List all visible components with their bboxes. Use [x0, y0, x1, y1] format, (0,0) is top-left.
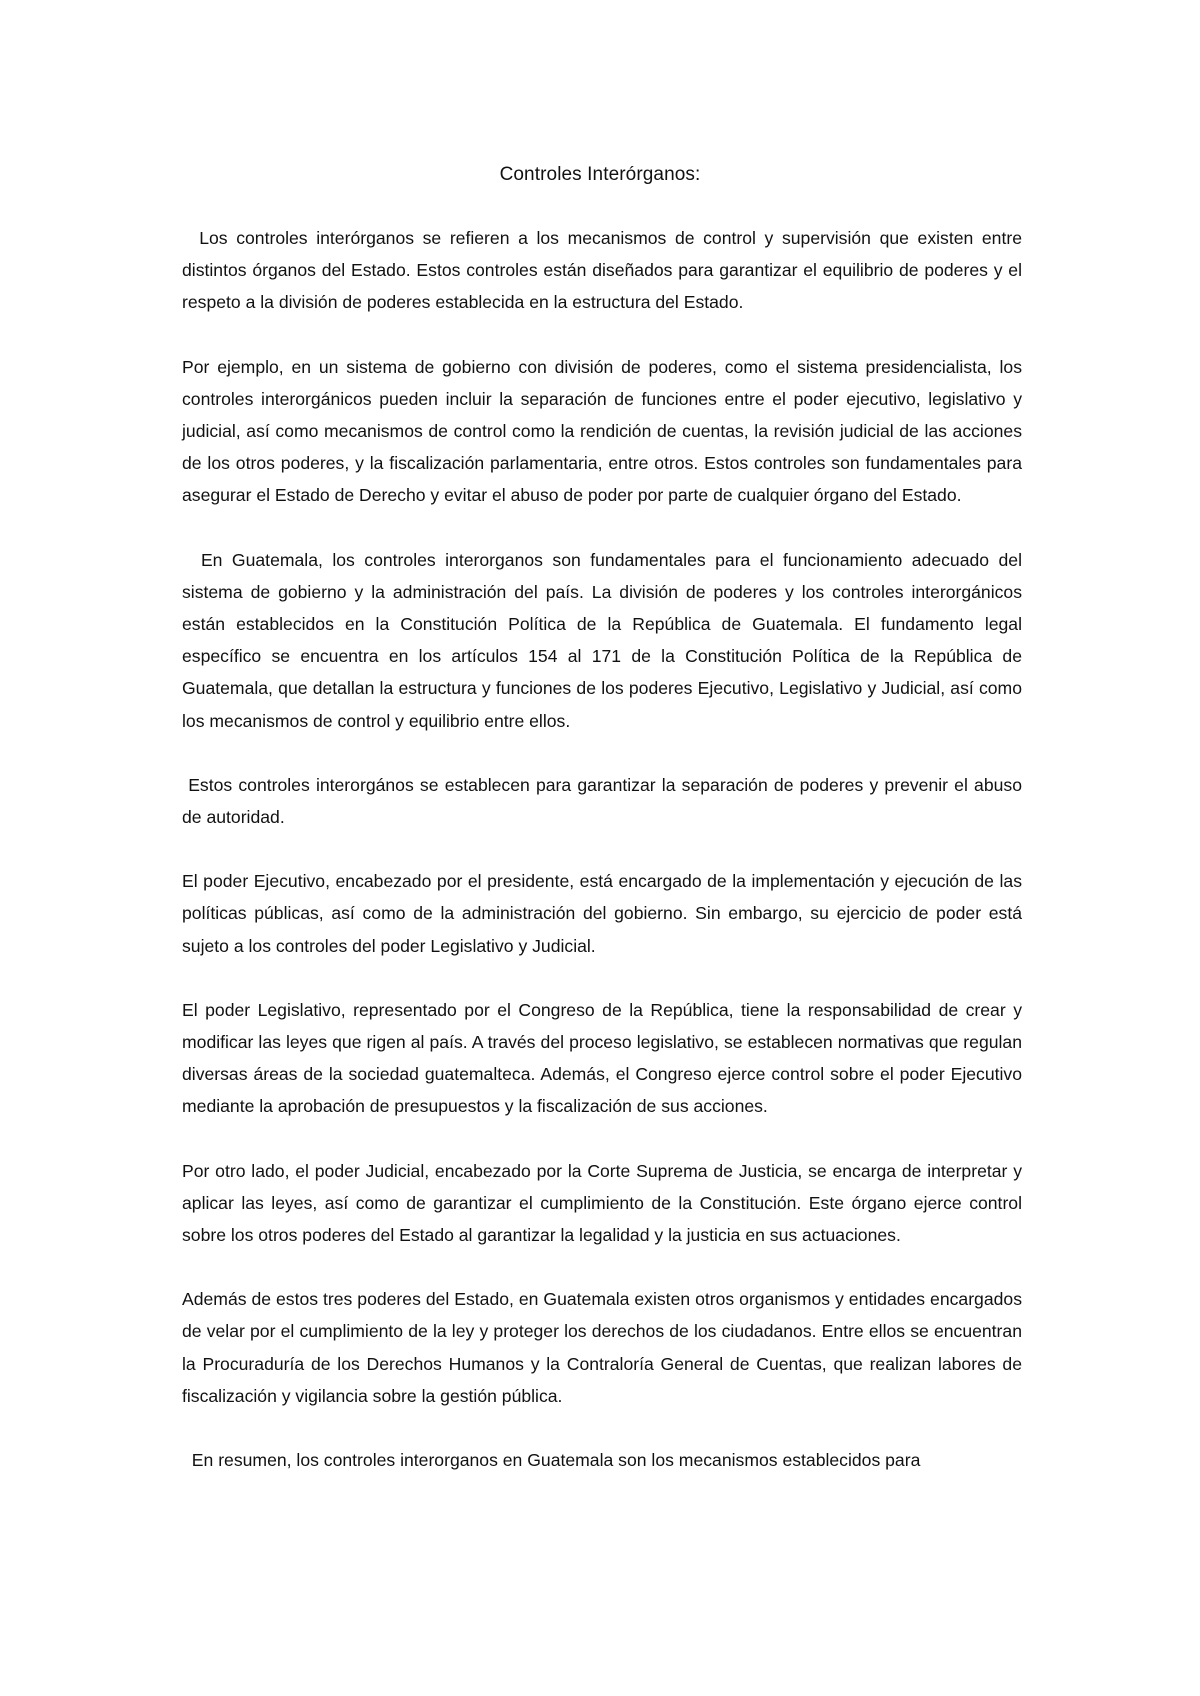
paragraph-guatemala: En Guatemala, los controles interorganos son fundamentales para el funcionamiento adecuado del sistema de gobierno y la administración del país. La división de poderes y los controles interorgánicos están establecidos en la Constitución Política de la República de Guatemala. El fundamento legal específico se encuentra en los artículos 154 al 171 de la Constitución Política de la República de Guatemala, que detallan la estructura y funciones de los poderes Ejecutivo, Legislativo y Judicial, así como los mecanismos de control y equilibrio entre ellos.: [182, 549, 1027, 731]
paragraph-intro: Los controles interórganos se refieren a los mecanismos de control y supervisión que existen entre distintos órganos del Estado. Estos controles están diseñados para garantizar el equilibrio de poderes y el respeto a la división de poderes establecida en la estructura del Estado.: [182, 228, 1027, 313]
document-title: Controles Interórganos:: [499, 164, 701, 185]
paragraph-judicial: Por otro lado, el poder Judicial, encabezado por la Corte Suprema de Justicia, se encarga de interpretar y aplicar las leyes, así como de garantizar el cumplimiento de la Constitución. Este órgano ejerce control sobre los otros poderes del Estado al garantizar la legalidad y la justicia en sus actuaciones.: [182, 1160, 1027, 1246]
paragraph-executive: El poder Ejecutivo, encabezado por el presidente, está encargado de la implementación y ejecución de las políticas públicas, así como de la administración del gobierno. Sin embargo, su ejercicio de poder está sujeto a los controles del poder Legislativo y Judicial.: [182, 871, 1027, 956]
paragraph-purpose: Estos controles interorgános se establecen para garantizar la separación de poderes y prevenir el abuso de autoridad.: [182, 774, 1027, 828]
paragraph-example: Por ejemplo, en un sistema de gobierno con división de poderes, como el sistema presidencialista, los controles interorgánicos pueden incluir la separación de funciones entre el poder ejecutivo, legislativo y judicial, así como mecanismos de control como la rendición de cuentas, la revisión judicial de las acciones de los otros poderes, y la fiscalización parlamentaria, entre otros. Estos controles son fundamentales para asegurar el Estado de Derecho y evitar el abuso de poder por parte de cualquier órgano del Estado.: [182, 356, 1027, 506]
paragraph-other-entities: Además de estos tres poderes del Estado, en Guatemala existen otros organismos y entidades encargados de velar por el cumplimiento de la ley y proteger los derechos de los ciudadanos. Entre ellos se encuentran la Procuraduría de los Derechos Humanos y la Contraloría General de Cuentas, que realizan labores de fiscalización y vigilancia sobre la gestión pública.: [182, 1289, 1027, 1406]
paragraph-summary: En resumen, los controles interorganos en Guatemala son los mecanismos establecidos para: [182, 1450, 921, 1471]
paragraph-legislative: El poder Legislativo, representado por el Congreso de la República, tiene la responsabilidad de crear y modificar las leyes que rigen al país. A través del proceso legislativo, se establecen normativas que regulan diversas áreas de la sociedad guatemalteca. Además, el Congreso ejerce control sobre el poder Ejecutivo mediante la aprobación de presupuestos y la fiscalización de sus acciones.: [182, 999, 1027, 1117]
document-body: [182, 222, 1027, 1508]
